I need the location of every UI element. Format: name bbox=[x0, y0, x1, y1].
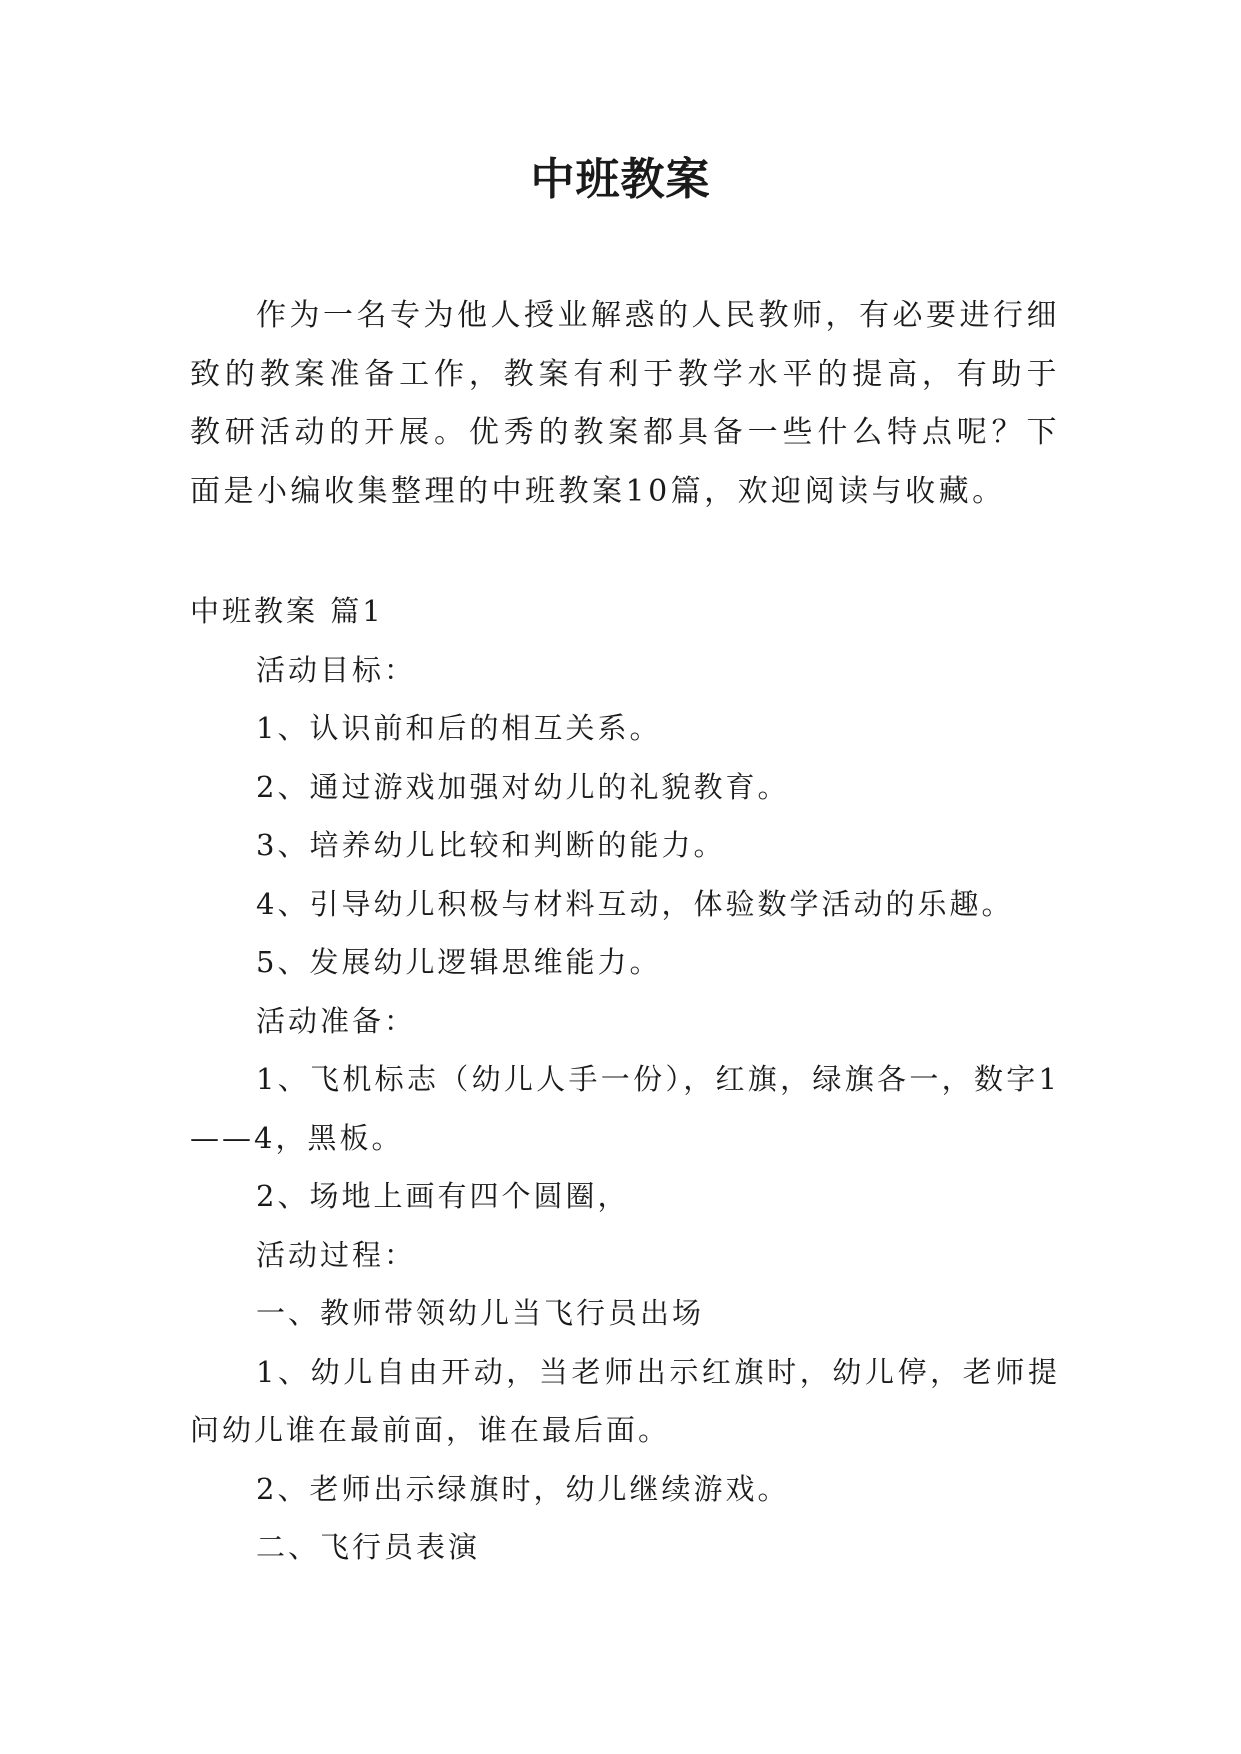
section-heading: 中班教案 篇1 bbox=[190, 594, 384, 628]
intro-paragraph: 作为一名专为他人授业解惑的人民教师，有必要进行细致的教案准备工作，教案有利于教学水平的提高，有助于教研活动的开展。优秀的教案都具备一些什么特点呢？下面是小编收集整理的中班教案10篇，欢迎阅读与收藏。 bbox=[190, 298, 1060, 509]
list-item: 2、通过游戏加强对幼儿的礼貌教育。 bbox=[256, 769, 790, 804]
list-item: 4、引导幼儿积极与材料互动，体验数学活动的乐趣。 bbox=[256, 886, 1014, 921]
list-item: 2、场地上画有四个圆圈， bbox=[256, 1179, 630, 1213]
page-title: 中班教案 bbox=[530, 154, 711, 205]
list-item: 3、培养幼儿比较和判断的能力。 bbox=[256, 828, 726, 862]
step-heading: 一、教师带领幼儿当飞行员出场 bbox=[256, 1296, 705, 1330]
step-heading: 二、飞行员表演 bbox=[256, 1530, 481, 1564]
lesson-body bbox=[190, 582, 1060, 1577]
list-item: 2、老师出示绿旗时，幼儿继续游戏。 bbox=[256, 1471, 790, 1506]
subheading-preparation: 活动准备： bbox=[256, 1003, 417, 1038]
list-item: 1、幼儿自由开动，当老师出示红旗时，幼儿停，老师提问幼儿谁在最前面，谁在最后面。 bbox=[190, 1354, 1060, 1447]
list-item: 5、发展幼儿逻辑思维能力。 bbox=[256, 945, 662, 979]
list-item: 1、认识前和后的相互关系。 bbox=[256, 711, 662, 745]
subheading-process: 活动过程： bbox=[256, 1237, 417, 1272]
subheading-goals: 活动目标： bbox=[256, 652, 417, 687]
list-item: 1、飞机标志（幼儿人手一份），红旗，绿旗各一，数字1——4，黑板。 bbox=[190, 1062, 1060, 1155]
